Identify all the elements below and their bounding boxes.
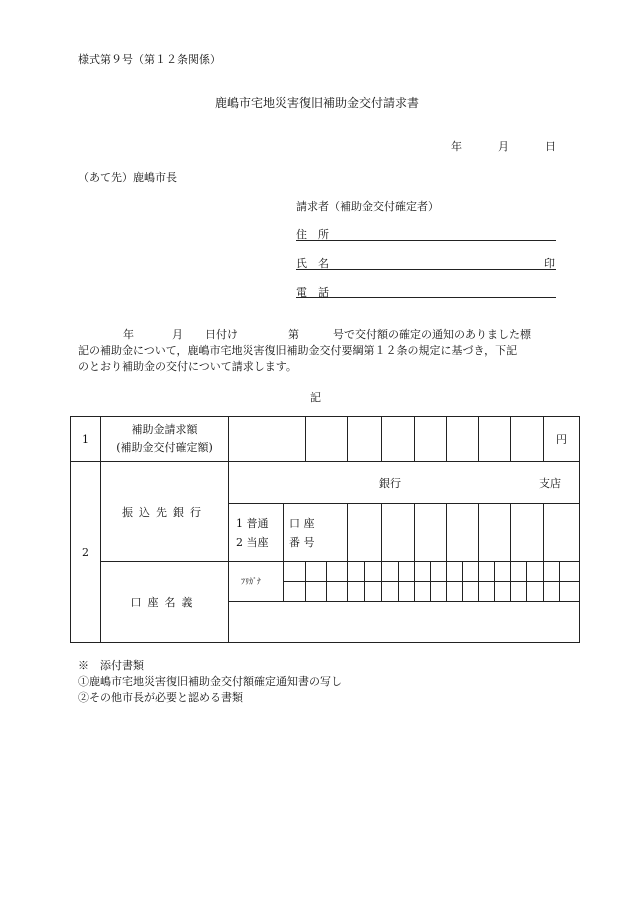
attachment-item-2: ②その他市長が必要と認める書類 [78,691,243,704]
attachment-item-1: ①鹿嶋市宅地災害復旧補助金交付額確定通知書の写し [78,675,342,688]
furigana-box[interactable] [560,562,580,582]
body-month: 月 [172,328,183,341]
furigana-box[interactable] [560,582,580,602]
account-number-label-2: 番 号 [289,535,315,549]
furigana-box[interactable] [495,562,511,582]
account-number-label-cell [284,504,348,562]
furigana-box[interactable] [382,582,399,602]
account-digit-1[interactable] [348,504,382,562]
name-line[interactable] [296,269,556,270]
amount-label-cell [101,417,229,462]
bank-suffix: 銀行 [379,476,401,490]
account-name-field[interactable] [229,602,580,643]
furigana-box[interactable] [306,562,327,582]
body-no: 第 [288,328,299,341]
amount-digit-2[interactable] [306,417,348,462]
name-label: 氏 名 [296,257,329,270]
account-digit-2[interactable] [382,504,415,562]
amount-digit-1[interactable] [229,417,306,462]
amount-label: 補助金請求額 [131,423,198,436]
account-digit-7[interactable] [544,504,580,562]
address-label: 住 所 [296,228,329,241]
furigana-box[interactable] [365,582,382,602]
amount-digit-7[interactable] [479,417,511,462]
yen-unit: 円 [544,417,580,462]
furigana-box[interactable] [479,582,495,602]
addressee: （あて先）鹿嶋市長 [78,171,177,184]
amount-digit-5[interactable] [415,417,447,462]
body-year: 年 [123,328,134,341]
furigana-box[interactable] [399,582,415,602]
phone-label: 電 話 [296,286,329,299]
furigana-box[interactable] [284,562,306,582]
body-line2: 記の補助金について，鹿嶋市宅地災害復旧補助金交付要綱第１２条の規定に基づき，下記 [78,344,518,357]
address-line[interactable] [296,240,556,241]
furigana-box[interactable] [382,562,399,582]
body-date: 日付け [205,328,238,341]
furigana-box[interactable] [415,582,431,602]
furigana-label: ﾌﾘｶﾞﾅ [229,562,284,602]
bank-label: 振込先銀行 [101,462,229,562]
furigana-box[interactable] [415,562,431,582]
amount-digit-8[interactable] [511,417,544,462]
furigana-box[interactable] [348,582,365,602]
furigana-box[interactable] [431,582,447,602]
date-day: 日 [545,140,556,153]
furigana-box[interactable] [306,582,327,602]
table-row [71,417,580,462]
furigana-box[interactable] [284,582,306,602]
account-digit-4[interactable] [447,504,479,562]
ki-label: 記 [310,391,321,404]
date-month: 月 [498,140,509,153]
amount-digit-4[interactable] [382,417,415,462]
table-row [71,462,580,504]
account-type-cell[interactable] [229,504,284,562]
furigana-box[interactable] [447,562,463,582]
attachments-heading: ※ 添付書類 [78,659,144,672]
furigana-box[interactable] [527,582,544,602]
furigana-box[interactable] [527,562,544,582]
branch-suffix: 支店 [539,476,561,490]
furigana-box[interactable] [431,562,447,582]
furigana-box[interactable] [544,562,560,582]
request-table [70,416,580,643]
furigana-box[interactable] [495,582,511,602]
account-type-ordinary: 1 普通 [236,516,269,530]
requester-heading: 請求者（補助金交付確定者） [296,200,439,213]
furigana-box[interactable] [544,582,560,602]
furigana-box[interactable] [511,562,527,582]
account-name-label: 口座名義 [101,562,229,643]
body-line3: のとおり補助金の交付について請求します。 [78,360,297,373]
furigana-box[interactable] [463,582,479,602]
page-title: 鹿嶋市宅地災害復旧補助金交付請求書 [215,96,420,110]
row2-number: 2 [71,462,101,643]
account-digit-6[interactable] [511,504,544,562]
row1-number: 1 [71,417,101,462]
furigana-box[interactable] [327,582,348,602]
account-number-label-1: 口 座 [289,516,315,530]
form-number: 様式第９号（第１２条関係） [78,53,221,66]
furigana-box[interactable] [479,562,495,582]
furigana-box[interactable] [348,562,365,582]
furigana-box[interactable] [399,562,415,582]
amount-digit-3[interactable] [348,417,382,462]
furigana-box[interactable] [365,562,382,582]
amount-digit-6[interactable] [447,417,479,462]
account-digit-5[interactable] [479,504,511,562]
date-year: 年 [451,140,462,153]
table-row [71,562,580,582]
furigana-box[interactable] [447,582,463,602]
account-type-current: 2 当座 [236,535,269,549]
bank-cell[interactable] [229,462,580,504]
furigana-box[interactable] [327,562,348,582]
furigana-box[interactable] [463,562,479,582]
furigana-box[interactable] [511,582,527,602]
account-digit-3[interactable] [415,504,447,562]
amount-sublabel: (補助金交付確定額) [116,441,213,454]
seal-mark: 印 [544,257,555,270]
phone-line[interactable] [296,297,556,298]
body-line1-rest: 号で交付額の確定の通知のありました標 [333,328,531,341]
